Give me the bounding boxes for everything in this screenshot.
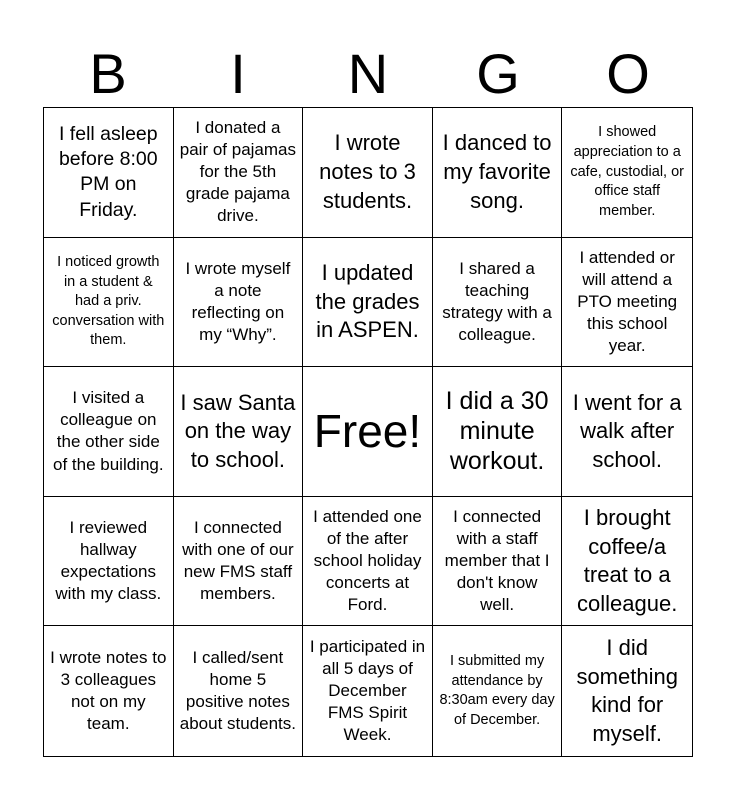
bingo-cell-text: I attended or will attend a PTO meeting this school year.	[577, 247, 678, 356]
bingo-cell-r4c5[interactable]	[562, 497, 692, 627]
bingo-header	[43, 40, 693, 108]
bingo-cell-r1c1[interactable]	[44, 108, 174, 238]
bingo-cell-r2c2[interactable]	[174, 238, 304, 368]
bingo-cell-r3c4[interactable]	[433, 367, 563, 497]
bingo-cell-free[interactable]	[303, 367, 433, 497]
bingo-cell-text: I connected with a staff member that I don't know well.	[444, 506, 550, 615]
bingo-cell-text: I shared a teaching strategy with a colleague.	[442, 258, 552, 344]
bingo-cell-text: I did something kind for myself.	[576, 635, 678, 746]
bingo-cell-text: I submitted my attendance by 8:30am every day of December.	[439, 653, 555, 728]
bingo-cell-text: I danced to my favorite song.	[442, 130, 552, 213]
bingo-cell-r1c4[interactable]	[433, 108, 563, 238]
bingo-cell-text: I fell asleep before 8:00 PM on Friday.	[58, 122, 158, 221]
header-letter-g: G	[476, 42, 520, 105]
header-letter-b: B	[89, 42, 127, 105]
header-letter-n: N	[347, 42, 389, 105]
bingo-cell-text: I wrote myself a note reflecting on my “Why”.	[185, 258, 291, 344]
bingo-cell-text: I called/sent home 5 positive notes about students.	[179, 648, 297, 734]
bingo-cell-r5c4[interactable]	[433, 626, 563, 756]
bingo-cell-text: I updated the grades in ASPEN.	[315, 260, 420, 343]
bingo-cell-text: I donated a pair of pajamas for the 5th grade pajama drive.	[179, 118, 296, 226]
bingo-cell-r1c3[interactable]	[303, 108, 433, 238]
bingo-cell-text: I went for a walk after school.	[572, 389, 682, 472]
bingo-cell-r4c4[interactable]	[433, 497, 563, 627]
bingo-cell-text: I attended one of the after school holiday concerts at Ford.	[313, 506, 422, 615]
free-space-label: Free!	[313, 405, 422, 458]
bingo-cell-r3c2[interactable]	[174, 367, 304, 497]
bingo-cell-r2c3[interactable]	[303, 238, 433, 368]
bingo-cell-text: I visited a colleague on the other side of the building.	[53, 388, 164, 474]
bingo-cell-text: I saw Santa on the way to school.	[180, 389, 296, 472]
bingo-board	[43, 107, 693, 757]
bingo-cell-text: I did a 30 minute workout.	[445, 387, 549, 476]
bingo-cell-r3c5[interactable]	[562, 367, 692, 497]
bingo-cell-r4c1[interactable]	[44, 497, 174, 627]
bingo-cell-text: I wrote notes to 3 students.	[319, 130, 416, 213]
bingo-cell-r4c3[interactable]	[303, 497, 433, 627]
bingo-cell-r1c2[interactable]	[174, 108, 304, 238]
bingo-cell-r2c1[interactable]	[44, 238, 174, 368]
bingo-cell-r5c3[interactable]	[303, 626, 433, 756]
bingo-cell-text: I showed appreciation to a cafe, custodial, or office staff member.	[570, 124, 685, 219]
header-letter-o: O	[606, 42, 650, 105]
bingo-cell-r5c1[interactable]	[44, 626, 174, 756]
bingo-cell-r5c2[interactable]	[174, 626, 304, 756]
bingo-cell-text: I brought coffee/a treat to a colleague.	[577, 504, 678, 616]
bingo-cell-text: I reviewed hallway expectations with my class.	[55, 517, 162, 604]
bingo-cell-r4c2[interactable]	[174, 497, 304, 627]
bingo-cell-text: I noticed growth in a student & had a priv. conversation with them.	[52, 253, 165, 349]
bingo-cell-text: I participated in all 5 days of December FMS Spirit Week.	[309, 636, 426, 745]
bingo-cell-r2c4[interactable]	[433, 238, 563, 368]
header-letter-i: I	[230, 42, 246, 105]
bingo-cell-r5c5[interactable]	[562, 626, 692, 756]
bingo-cell-r1c5[interactable]	[562, 108, 692, 238]
bingo-cell-r3c1[interactable]	[44, 367, 174, 497]
bingo-cell-text: I connected with one of our new FMS staff members.	[182, 517, 294, 604]
bingo-cell-r2c5[interactable]	[562, 238, 692, 368]
bingo-cell-text: I wrote notes to 3 colleagues not on my team.	[50, 648, 167, 734]
